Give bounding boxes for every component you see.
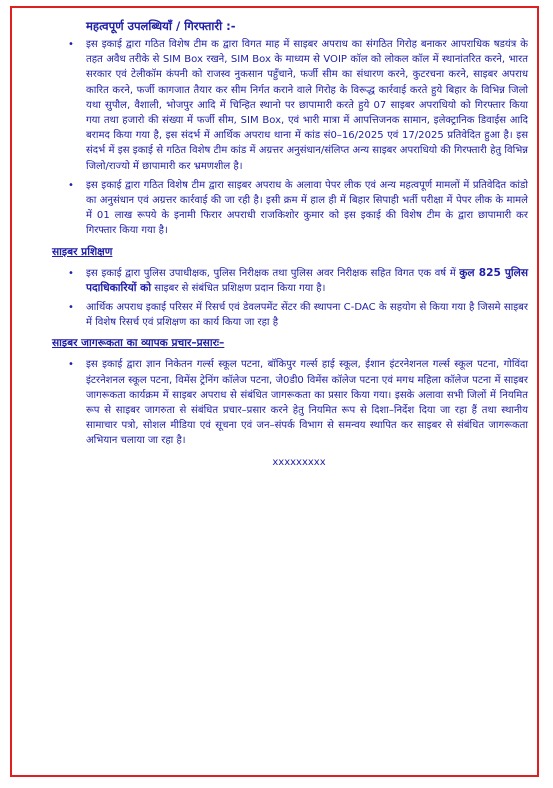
bullet-icon: • (68, 302, 74, 314)
achievements-heading: महत्वपूर्ण उपलब्धियाँ / गिरफ्तारी :- (86, 19, 236, 33)
list-item (52, 357, 528, 448)
document-body (52, 18, 528, 470)
training-text-start: इस इकाई द्वारा पुलिस उपाधीक्षक, पुलिस निरीक्षक तथा पुलिस अवर निरीक्षक सहित विगत एक वर्ष में (86, 267, 460, 279)
list-item (52, 300, 528, 330)
achievements-list (52, 37, 528, 239)
achievement-text: इस इकाई द्वारा गठित विशेष टीम क द्वारा विगत माह में साइबर अपराध का संगठित गिरोह बनाकर आपराधिक षडयंत्र के तहत अवैध तरीके से SIM Box रखने, SIM Box के माध्यम से VOIP कॉल को लोकल कॉल में स्थानांतरित करने, भारत सरकार एवं टेलीकॉम कंपनी को राजस्व नुकसान पहुँचाने, फर्जी सीम का संधारण करने, कुटरचना करने, साइबर अपराध कारित करने, फर्जी कागजात तैयार कर सीम निर्गत कराने वाले गिरोह के विरूद्ध कार्रवाई करते हुये बिहार के विभिन्न जिलो यथा सुपौल, वैशाली, भोजपुर आदि में चिन्हित स्थानो पर छापामारी करते हुये 07 साइबर अपराधियो को गिरफ्तार किया गया तथा हजारो की संख्या में फर्जी सीम, SIM Box, एवं भारी मात्रा में आपत्तिजनक सामान, इलेक्ट्रानिक डिवाईस आदि बरामद किया गया है, इस संदर्भ में आर्थिक अपराध थाना में कांड सं0–16/2025 एवं 17/2025 प्रतिवेदित हुआ है। इस संदर्भ में इस इकाई से गठित विशेष टीम कांड में अग्रत्तर अनुसंधान/संलिप्त अन्य साइबर अपराधियो की गिरफ्तारी हेतु विभिन्न जिलो/राज्यो में छापामारी कर भ्रमणशील है। (86, 39, 528, 172)
list-item (52, 266, 528, 296)
awareness-text: इस इकाई द्वारा ज्ञान निकेतन गर्ल्स स्कूल पटना, बॉकिपुर गर्ल्स हाई स्कूल, ईशान इंटरनेशनल गर्ल्स स्कूल पटना, गोविंदा इंटरनेशनल स्कूल पटना, विमेंस ट्रेनिंग कॉलेज पटना, जे0डी0 विमेंस कॉलेज पटना एवं मगध महिला कॉलेज पटना में साइबर जागरूकता कार्यक्रम में साइबर अपराध से संबंधित जागरूकता का प्रसार किया गया। इसके अलावा सभी जिलों में नियमित रूप से साइबर जागरुता से संबंधित प्रचार–प्रसार करने हेतु नियमित रूप से दिशा–निर्देश दिया जा रहा हैं तथा स्थानीय सामाचार पत्रो, सोशल मीडिया एवं सूचना एवं जन–संपर्क विभाग से समन्वय स्थापित कर साइबर से संबंधित जागरूकता अभियान चलाया जा रहा है। (86, 359, 528, 447)
research-centre-text: आर्थिक अपराध इकाई परिसर में रिसर्च एवं डेवलपमेंट सेंटर की स्थापना C-DAC के सहयोग से किया गया है जिसमे साइबर में विशेष रिसर्च एवं प्रशिक्षण का कार्य किया जा रहा है (86, 302, 528, 329)
achievement-text: इस इकाई द्वारा गठित विशेष टीम द्वारा साइबर अपराध के अलावा पेपर लीक एवं अन्य महत्वपूर्ण मामलों में प्रतिवेदित कांडो का अनुसंधान एवं अग्रत्तर कार्रवाई की जा रही है। इसी क्रम में हाल ही में बिहार सिपाही भर्ती परीक्षा में पेपर लीक के मामले में 01 लाख रूपये के इनामी फिरार अपराधी राजकिशोर कुमार को इस इकाई की विशेष टीम के द्वारा छापामारी कर गिरफ्तार किया गया है। (86, 179, 528, 237)
closing-mark: xxxxxxxxx (272, 456, 326, 468)
training-text-end: साइबर से संबंधित प्रशिक्षण प्रदान किया गया है। (151, 282, 326, 294)
awareness-heading: साइबर जागरूकता का व्यापक प्रचार–प्रसारः– (52, 337, 225, 350)
list-item (52, 37, 528, 174)
bullet-icon: • (68, 359, 74, 371)
training-list (52, 266, 528, 331)
training-count-highlight: कुल 825 पुलिस पदाधिकारियों को (86, 266, 528, 294)
awareness-list (52, 357, 528, 448)
bullet-icon: • (68, 39, 74, 50)
training-heading: साइबर प्रशिक्षण (52, 245, 113, 258)
bullet-icon: • (68, 267, 74, 279)
bullet-icon: • (68, 179, 74, 191)
list-item (52, 178, 528, 239)
